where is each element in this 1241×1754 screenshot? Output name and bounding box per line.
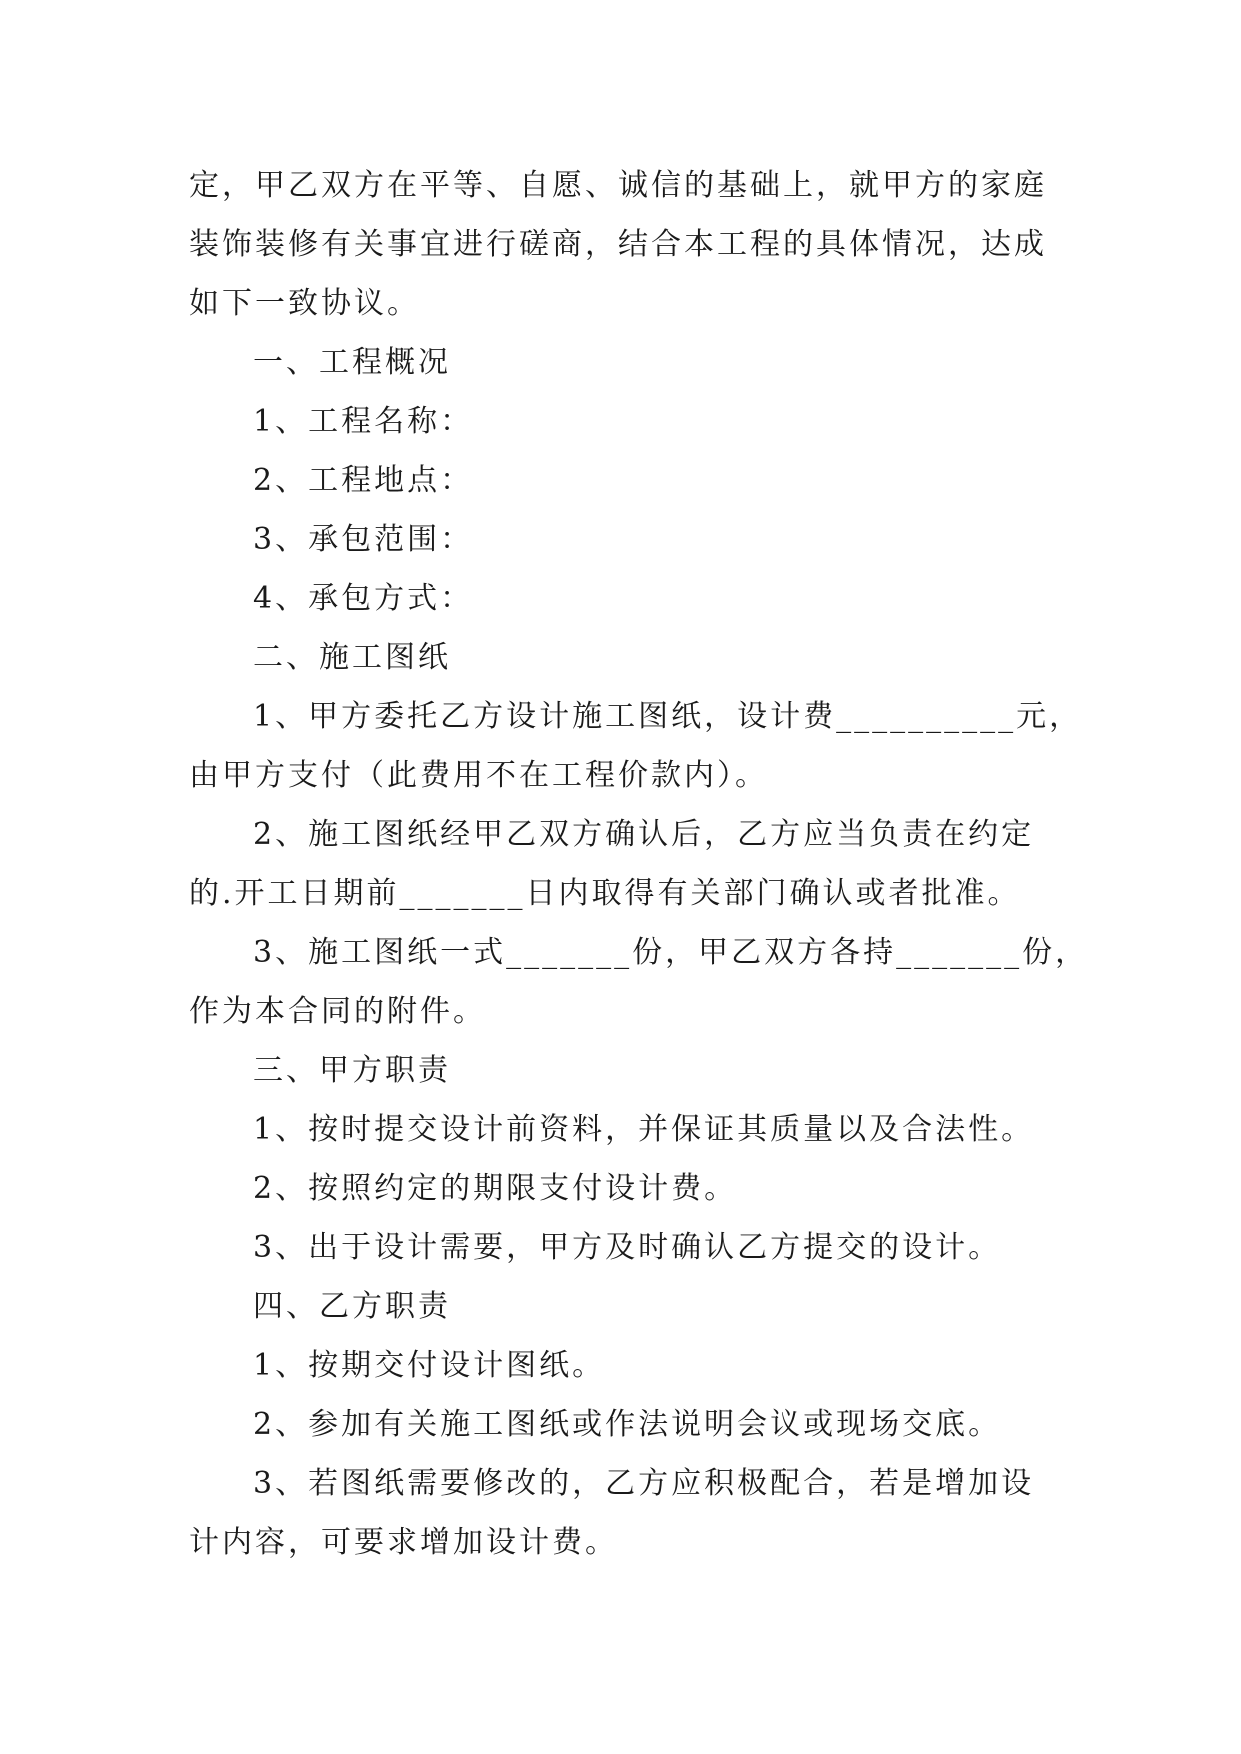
text-line: 作为本合同的附件。	[189, 994, 486, 1029]
section-heading: 二、施工图纸	[253, 640, 451, 675]
text-line: 1、按期交付设计图纸。	[253, 1348, 606, 1383]
text-line: 由甲方支付（此费用不在工程价款内）。	[189, 758, 768, 793]
text-line: 2、参加有关施工图纸或作法说明会议或现场交底。	[253, 1407, 1002, 1442]
text-line: 1、工程名称：	[253, 404, 474, 439]
text-line: 2、工程地点：	[253, 463, 474, 498]
text-line: 的.开工日期前_______日内取得有关部门确认或者批准。	[189, 876, 1021, 911]
text-line: 2、施工图纸经甲乙双方确认后，乙方应当负责在约定	[253, 817, 1035, 852]
section-heading: 四、乙方职责	[253, 1289, 451, 1324]
text-line: 3、若图纸需要修改的，乙方应积极配合，若是增加设	[253, 1466, 1035, 1501]
text-line: 计内容，可要求增加设计费。	[189, 1525, 618, 1560]
text-line: 1、甲方委托乙方设计施工图纸，设计费__________元，	[253, 699, 1083, 734]
text-line: 如下一致协议。	[189, 286, 420, 321]
section-heading: 三、甲方职责	[253, 1053, 451, 1088]
text-line: 定，甲乙双方在平等、自愿、诚信的基础上，就甲方的家庭	[189, 168, 1047, 203]
text-line: 1、按时提交设计前资料，并保证其质量以及合法性。	[253, 1112, 1035, 1147]
section-heading: 一、工程概况	[253, 345, 451, 380]
text-line: 3、出于设计需要，甲方及时确认乙方提交的设计。	[253, 1230, 1002, 1265]
text-line: 2、按照约定的期限支付设计费。	[253, 1171, 738, 1206]
text-line: 4、承包方式：	[253, 581, 474, 616]
text-line: 3、施工图纸一式_______份，甲乙双方各持_______份，	[253, 935, 1089, 970]
text-line: 3、承包范围：	[253, 522, 474, 557]
text-line: 装饰装修有关事宜进行磋商，结合本工程的具体情况，达成	[189, 227, 1047, 262]
document-body	[189, 156, 1089, 1572]
